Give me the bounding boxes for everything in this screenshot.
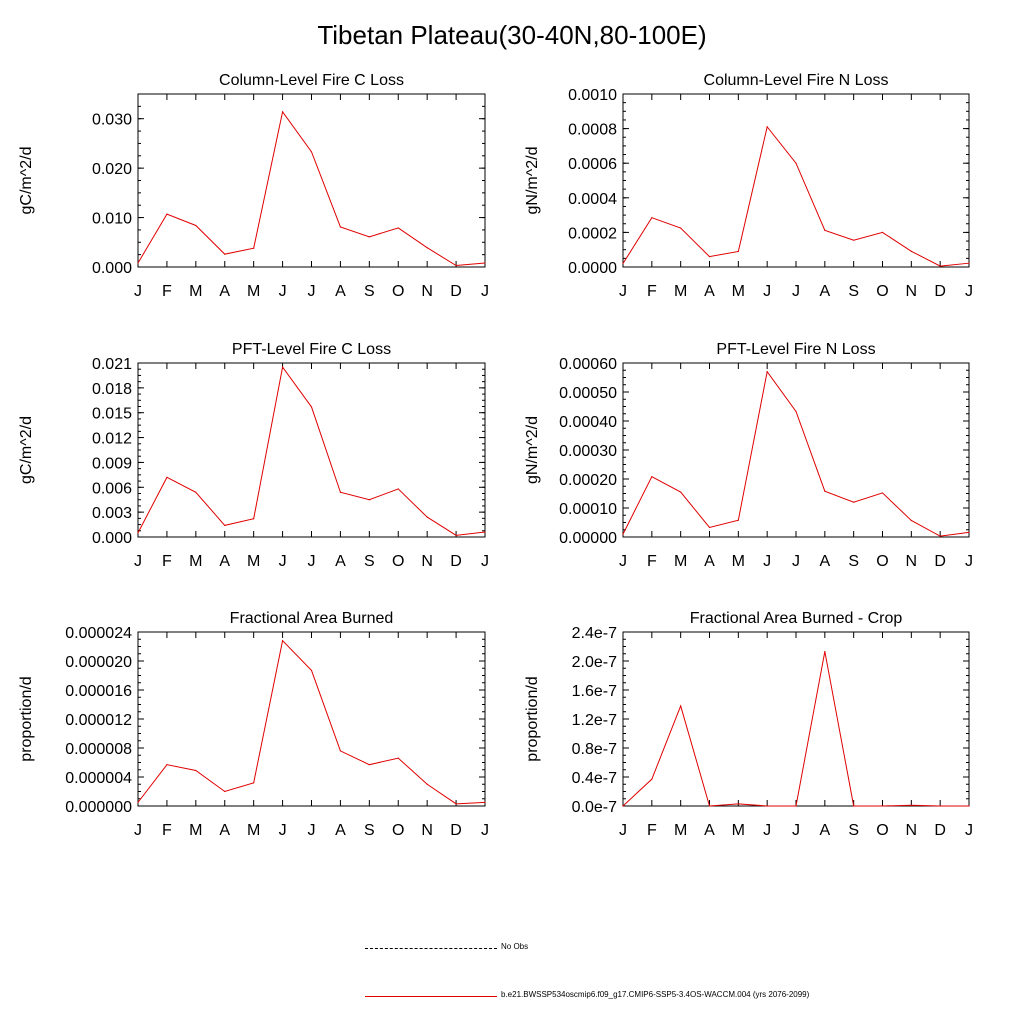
data-point [195,492,196,493]
y-tick-label: 0.030 [91,111,132,129]
data-point [622,263,623,264]
y-tick-label: 1.2e-7 [571,712,617,729]
chart-panel-3 [18,341,489,570]
chart-panel-6 [524,610,973,839]
data-point [484,262,485,263]
chart-panel-1 [18,72,489,300]
data-point [427,517,428,518]
y-tick-label: 1.6e-7 [571,683,617,700]
data-point [369,764,370,765]
x-tick-label: N [905,283,918,300]
series-line [138,112,485,266]
data-point [968,532,969,533]
x-tick-label: O [392,553,405,570]
x-tick-label: M [731,553,745,570]
data-point [738,251,739,252]
data-point [253,518,254,519]
y-tick-label: 0.0e-7 [571,799,617,816]
x-tick-label: J [763,822,772,839]
y-tick-label: 0.00050 [559,385,617,402]
data-point [738,520,739,521]
data-point [427,247,428,248]
x-tick-label: J [134,553,142,570]
series-line [623,372,969,536]
panel-title: Column-Level Fire N Loss [703,72,889,89]
series-line [623,652,969,806]
data-point [224,791,225,792]
data-point [940,536,941,537]
x-tick-label: N [905,553,918,570]
data-point [340,226,341,227]
data-point [882,492,883,493]
data-point [651,217,652,218]
y-tick-label: 0.021 [91,356,132,373]
y-tick-label: 0.4e-7 [571,770,617,787]
data-point [282,111,283,112]
y-tick-label: 0.000 [91,260,132,277]
data-point [968,805,969,806]
y-tick-label: 0.006 [91,480,132,498]
data-point [709,527,710,528]
data-point [680,491,681,492]
data-point [622,805,623,806]
data-point [137,802,138,803]
y-tick-label: 0.00060 [559,356,617,373]
x-tick-label: J [792,283,800,300]
y-tick-label: 0.0002 [568,225,617,243]
data-point [940,266,941,267]
y-tick-label: 0.000 [91,530,132,547]
data-point [253,782,254,783]
data-point [282,640,283,641]
x-tick-label: A [704,283,715,300]
y-axis-label: gC/m^2/d [18,146,35,215]
x-tick-label: J [965,822,973,839]
data-point [882,232,883,233]
y-tick-label: 0.000000 [65,799,132,816]
data-point [738,803,739,804]
data-point [224,525,225,526]
data-point [369,499,370,500]
y-tick-label: 0.00000 [559,530,617,547]
y-tick-label: 0.00030 [559,443,617,460]
x-tick-label: S [363,822,375,839]
x-tick-label: J [134,822,142,839]
y-tick-label: 0.003 [91,505,132,523]
x-tick-label: M [674,553,688,570]
plot-frame [623,94,969,267]
x-tick-label: M [674,822,688,839]
y-tick-label: 0.0008 [568,121,617,139]
data-point [340,492,341,493]
x-tick-label: N [905,822,918,839]
plot-frame [138,94,485,267]
x-tick-label: N [421,822,433,839]
x-tick-label: M [247,822,261,839]
x-tick-label: N [421,553,433,570]
y-axis-label: gN/m^2/d [524,416,541,484]
panel-title: PFT-Level Fire N Loss [716,341,876,358]
data-point [651,476,652,477]
data-point [680,227,681,228]
y-tick-label: 0.8e-7 [571,741,617,758]
data-point [455,535,456,536]
legend-model-label: b.e21.BWSSP534oscmip6.f09_g17.CMIP6-SSP5-3.4OS-WACCM.004 (yrs 2076-2099) [501,990,810,999]
y-tick-label: 0.012 [91,430,132,448]
data-point [166,214,167,215]
x-tick-label: S [363,553,375,570]
x-tick-label: D [450,283,462,300]
plot-frame [138,632,485,806]
y-tick-label: 0.009 [91,455,132,473]
chart-panel-5 [18,610,489,839]
legend-no-obs-line [365,948,497,949]
data-point [137,262,138,263]
x-tick-label: M [247,283,261,300]
y-tick-label: 0.000012 [65,712,132,729]
y-tick-label: 0.000016 [65,683,132,700]
legend-no-obs-label: No Obs [501,942,529,951]
x-tick-label: F [162,822,172,839]
panel-title: Fractional Area Burned - Crop [689,610,903,627]
data-point [911,520,912,521]
x-tick-label: J [307,822,316,839]
data-point [398,227,399,228]
x-tick-label: F [646,553,657,570]
x-tick-label: A [335,283,346,300]
x-tick-label: M [731,822,745,839]
legend-model-line [365,996,497,997]
x-tick-label: O [392,822,405,839]
x-tick-label: N [421,283,433,300]
x-tick-label: D [934,553,946,570]
y-tick-label: 0.000020 [65,654,132,671]
x-tick-label: A [704,822,715,839]
x-tick-label: J [763,553,772,570]
x-tick-label: J [278,283,287,300]
data-point [709,805,710,806]
data-point [853,240,854,241]
data-point [311,670,312,671]
data-point [282,367,283,368]
data-point [911,251,912,252]
y-tick-label: 0.0010 [568,87,617,104]
data-point [767,126,768,127]
x-tick-label: J [792,822,800,839]
x-tick-label: A [219,283,231,300]
data-point [398,758,399,759]
x-tick-label: J [792,553,800,570]
panel-title: Column-Level Fire C Loss [219,72,404,89]
x-tick-label: M [189,553,203,570]
data-point [795,163,796,164]
x-tick-label: J [307,283,316,300]
x-tick-label: J [481,553,489,570]
y-axis-label: gN/m^2/d [524,146,541,215]
panel-title: PFT-Level Fire C Loss [231,341,392,358]
x-tick-label: J [965,283,973,300]
data-point [455,803,456,804]
y-tick-label: 0.00040 [559,414,617,431]
data-point [340,750,341,751]
plot-frame [623,363,969,537]
chart-panel-2 [524,72,973,300]
x-tick-label: F [162,283,172,300]
x-tick-label: A [819,822,831,839]
series-line [138,367,485,535]
y-tick-label: 0.00010 [559,501,617,518]
x-tick-label: J [134,283,142,300]
y-tick-label: 0.000024 [65,625,132,642]
data-point [767,805,768,806]
series-line [138,641,485,804]
data-point [940,805,941,806]
data-point [795,411,796,412]
data-point [427,784,428,785]
plot-frame [138,363,485,537]
x-tick-label: M [731,283,745,300]
data-point [795,805,796,806]
data-point [166,764,167,765]
y-tick-label: 0.020 [91,161,132,179]
data-point [824,230,825,231]
data-point [137,532,138,533]
x-tick-label: J [965,553,973,570]
x-tick-label: F [646,822,657,839]
x-tick-label: J [307,553,316,570]
y-tick-label: 0.018 [91,380,132,398]
x-tick-label: F [646,283,657,300]
x-tick-label: S [363,283,375,300]
data-point [911,805,912,806]
data-point [767,371,768,372]
y-tick-label: 0.000004 [65,770,132,787]
x-tick-label: O [876,822,889,839]
data-point [651,779,652,780]
y-tick-label: 0.015 [91,405,132,423]
data-point [195,225,196,226]
y-tick-label: 0.00020 [559,472,617,489]
y-tick-label: 2.4e-7 [571,625,617,642]
x-tick-label: M [189,283,203,300]
data-point [824,651,825,652]
x-tick-label: O [392,283,405,300]
x-tick-label: J [278,822,287,839]
x-tick-label: J [481,822,489,839]
x-tick-label: J [619,553,627,570]
x-tick-label: D [450,553,462,570]
x-tick-label: S [848,283,860,300]
x-tick-label: J [481,283,489,300]
x-tick-label: J [763,283,772,300]
x-tick-label: S [848,553,860,570]
data-point [398,488,399,489]
page-title: Tibetan Plateau(30-40N,80-100E) [317,20,707,50]
data-point [680,705,681,706]
y-tick-label: 0.0006 [568,156,617,174]
x-tick-label: A [219,553,231,570]
x-tick-label: J [619,283,627,300]
x-tick-label: A [704,553,715,570]
data-point [853,805,854,806]
data-point [622,534,623,535]
data-point [369,236,370,237]
data-point [195,770,196,771]
x-tick-label: M [189,822,203,839]
chart-panel-4 [524,341,973,570]
data-point [484,531,485,532]
y-tick-label: 0.010 [91,210,132,228]
y-tick-label: 0.0004 [568,190,617,208]
x-tick-label: O [876,283,889,300]
x-tick-label: J [619,822,627,839]
x-tick-label: M [674,283,688,300]
data-point [882,805,883,806]
data-point [311,406,312,407]
x-tick-label: J [278,553,287,570]
x-tick-label: D [934,283,946,300]
y-axis-label: proportion/d [18,676,35,762]
plot-frame [623,632,969,806]
data-point [224,254,225,255]
x-tick-label: O [876,553,889,570]
data-point [484,802,485,803]
x-tick-label: A [819,553,831,570]
x-tick-label: D [934,822,946,839]
x-tick-label: A [219,822,231,839]
y-tick-label: 0.0000 [568,260,617,277]
data-point [311,151,312,152]
x-tick-label: S [848,822,860,839]
data-point [455,265,456,266]
data-point [166,477,167,478]
data-point [709,256,710,257]
y-axis-label: gC/m^2/d [18,416,35,484]
series-line [623,127,969,266]
y-tick-label: 2.0e-7 [571,654,617,671]
x-tick-label: M [247,553,261,570]
x-tick-label: A [335,553,346,570]
data-point [253,248,254,249]
data-point [824,491,825,492]
x-tick-label: F [162,553,172,570]
data-point [853,502,854,503]
data-point [968,263,969,264]
y-axis-label: proportion/d [524,676,541,762]
x-tick-label: D [450,822,462,839]
y-tick-label: 0.000008 [65,741,132,758]
panel-title: Fractional Area Burned [229,610,394,627]
x-tick-label: A [335,822,346,839]
x-tick-label: A [819,283,831,300]
